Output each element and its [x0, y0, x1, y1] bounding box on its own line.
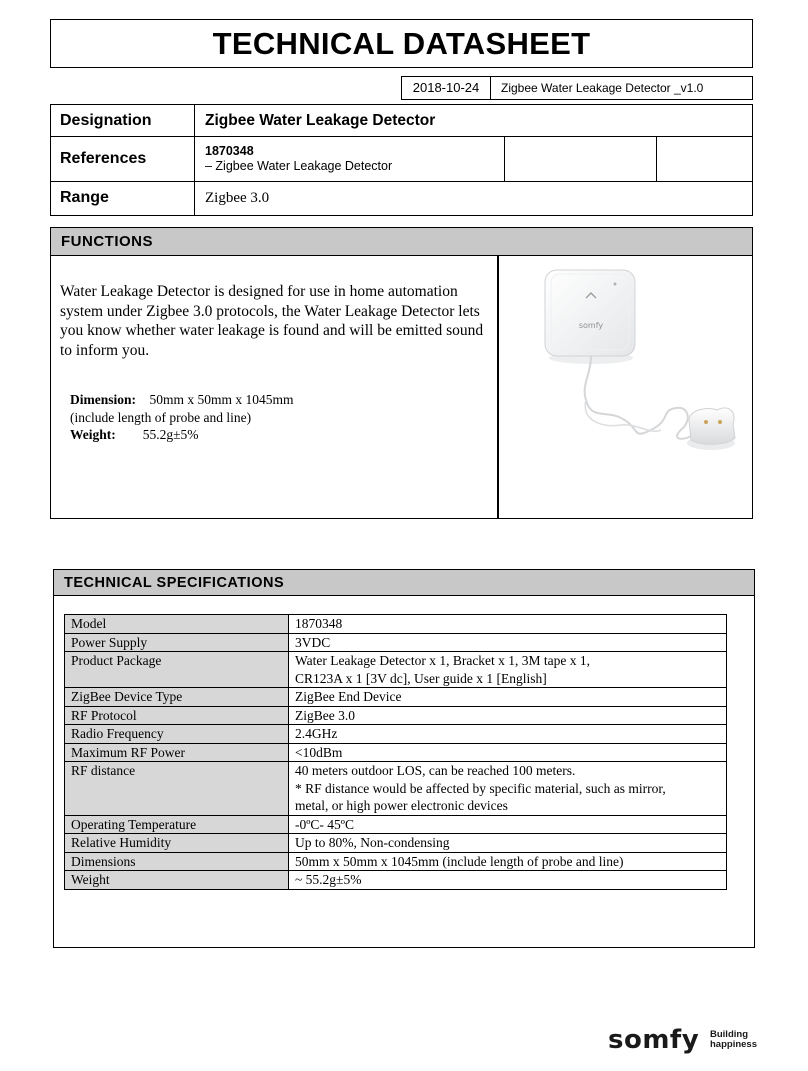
page-title: TECHNICAL DATASHEET	[212, 26, 591, 61]
title-box	[50, 19, 753, 68]
dimension-value: 50mm x 50mm x 1045mm	[149, 392, 294, 407]
spec-label: Radio Frequency	[65, 725, 289, 744]
spec-label: Operating Temperature	[65, 815, 289, 834]
reference-code: 1870348	[205, 143, 254, 158]
spec-row	[65, 688, 727, 707]
references-label: References	[51, 136, 195, 181]
designation-label: Designation	[51, 105, 195, 136]
logo-tagline	[710, 1030, 757, 1050]
spec-value	[289, 871, 727, 890]
spec-row	[65, 834, 727, 853]
spec-value	[289, 688, 727, 707]
spec-row	[65, 815, 727, 834]
references-row	[51, 136, 752, 182]
functions-description: Water Leakage Detector is designed for use in home automation system under Zigbee 3.0 protocols, the Water Leakage Detector lets you know whether water leakage is found and will be emitted sound to inform you.	[60, 283, 484, 359]
spec-value	[289, 852, 727, 871]
spec-label: Product Package	[65, 652, 289, 688]
spec-label: ZigBee Device Type	[65, 688, 289, 707]
spec-label: RF Protocol	[65, 706, 289, 725]
dimension-label: Dimension:	[70, 392, 137, 407]
spec-row	[65, 852, 727, 871]
spec-value	[289, 706, 727, 725]
spec-table-body	[65, 615, 727, 890]
tech-specs-header: TECHNICAL SPECIFICATIONS	[54, 570, 754, 596]
designation-row	[51, 105, 752, 137]
spec-value	[289, 633, 727, 652]
spec-value-line: <10dBm	[295, 744, 343, 760]
spec-value	[289, 743, 727, 762]
dimension-line	[70, 391, 294, 409]
document-date: 2018-10-24	[401, 76, 491, 100]
spec-value-line: 50mm x 50mm x 1045mm (include length of probe and line)	[295, 853, 624, 869]
logo-wordmark: somfy	[608, 1025, 700, 1055]
spec-value-line: -0ºC- 45ºC	[295, 816, 354, 832]
range-label: Range	[51, 181, 195, 215]
spec-label: Relative Humidity	[65, 834, 289, 853]
spec-row	[65, 725, 727, 744]
spec-value-line: Up to 80%, Non-condensing	[295, 835, 450, 850]
tech-specs-section	[53, 569, 755, 948]
product-image-panel	[499, 256, 752, 518]
spec-label: RF distance	[65, 762, 289, 816]
spec-value	[289, 615, 727, 634]
spec-value-line: ZigBee 3.0	[295, 707, 355, 723]
spec-value-line: Water Leakage Detector x 1, Bracket x 1, 3M tape x 1,	[295, 653, 591, 668]
spec-row	[65, 615, 727, 634]
spec-value-line: CR123A x 1 [3V dc], User guide x 1 [English]	[295, 670, 547, 686]
functions-spec-block	[70, 391, 294, 444]
spec-label: Maximum RF Power	[65, 743, 289, 762]
document-version: Zigbee Water Leakage Detector _v1.0	[490, 76, 753, 100]
references-value	[195, 136, 392, 181]
spec-row	[65, 871, 727, 890]
designation-value: Zigbee Water Leakage Detector	[205, 111, 436, 129]
somfy-logo	[608, 1026, 760, 1054]
spec-label: Power Supply	[65, 633, 289, 652]
spec-value	[289, 762, 727, 816]
functions-text-panel	[51, 256, 499, 518]
reference-desc: – Zigbee Water Leakage Detector	[205, 158, 393, 173]
spec-value	[289, 834, 727, 853]
functions-header: FUNCTIONS	[51, 228, 752, 256]
spec-value-line: ZigBee End Device	[295, 689, 402, 704]
spec-value	[289, 652, 727, 688]
weight-label: Weight:	[70, 427, 116, 442]
spec-value-line: * RF distance would be affected by specific material, such as mirror,	[295, 780, 666, 796]
spec-label: Weight	[65, 871, 289, 890]
spec-row	[65, 652, 727, 688]
spec-value-line: 1870348	[295, 616, 343, 631]
info-table	[50, 104, 753, 216]
spec-value	[289, 815, 727, 834]
functions-section	[50, 227, 753, 519]
tagline-line-2: happiness	[710, 1039, 757, 1050]
spec-value-line: 3VDC	[295, 634, 331, 650]
spec-label: Dimensions	[65, 852, 289, 871]
spec-row	[65, 706, 727, 725]
spec-row	[65, 633, 727, 652]
weight-line	[70, 426, 294, 444]
tagline-line-1: Building	[710, 1029, 748, 1040]
range-row	[51, 181, 752, 215]
device-brand-mark: somfy	[578, 321, 604, 330]
weight-value: 55.2g±5%	[142, 427, 199, 442]
spec-value-line: metal, or high power electronic devices	[295, 798, 508, 813]
dimension-note: (include length of probe and line)	[70, 409, 252, 425]
spec-row	[65, 743, 727, 762]
product-image	[511, 260, 749, 498]
spec-value-line: 40 meters outdoor LOS, can be reached 100 meters.	[295, 763, 576, 778]
spec-value-line: ~ 55.2g±5%	[295, 872, 362, 887]
references-empty-cell	[504, 136, 657, 181]
range-value: Zigbee 3.0	[205, 189, 270, 206]
spec-row	[65, 762, 727, 816]
spec-value-line: 2.4GHz	[295, 726, 338, 741]
spec-value	[289, 725, 727, 744]
spec-table	[64, 614, 727, 890]
spec-label: Model	[65, 615, 289, 634]
